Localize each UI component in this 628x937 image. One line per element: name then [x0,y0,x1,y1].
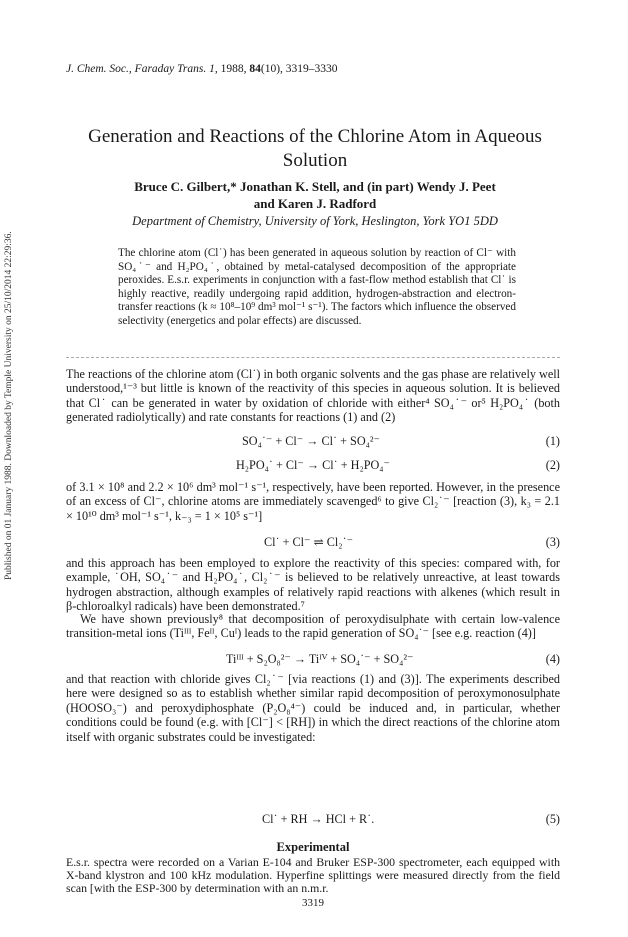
equation-expression: H₂PO₄˙ + Cl⁻ → Cl˙ + H₂PO₄⁻ [236,458,390,472]
citation-year: 1988, [220,63,247,75]
equation-expression: Tiᴵᴵᴵ + S₂O₈²⁻ → Tiᴵⱽ + SO₄˙⁻ + SO₄²⁻ [226,652,414,666]
equation-3 [66,535,560,551]
body-paragraph-6: E.s.r. spectra were recorded on a Varian E-104 and Bruker ESP-300 spectrometer, each equipped with X-band klystron and 100 kHz modulation. Hyperfine splittings were measured directly from the field scan [with the ESP-300 by determination with an n.m.r. [66,855,560,896]
citation-journal: J. Chem. Soc., Faraday Trans. 1, [66,63,218,75]
equation-number: (5) [545,812,560,826]
body-paragraph-4: We have shown previously⁸ that decomposition of peroxydisulphate with certain low-valence transition-metal ions (Tiᴵᴵᴵ, Feᴵᴵ, Cuᴵ) leads to the rapid generation of SO₄˙⁻ [see e.g. reaction (4)] [66,612,560,641]
equation-number: (4) [545,652,560,666]
paper-title: Generation and Reactions of the Chlorine Atom in Aqueous Solution [88,126,542,171]
author-line-2: and Karen J. Radford [253,196,377,211]
citation-volume: 84 [249,63,261,75]
author-line-1: Bruce C. Gilbert,* Jonathan K. Stell, and (in part) Wendy J. Peet [134,179,496,194]
journal-citation [66,63,338,75]
equation-number: (3) [545,535,560,549]
body-paragraph-3: and this approach has been employed to explore the reactivity of this species: compared with, for example, ˙OH, SO₄˙⁻ and H₂PO₄˙, Cl₂˙⁻ is believed to be relatively unreactive, at least towards hydrogen abstraction, although examples of relatively rapid reactions with alkenes (which result in β-chloroalkyl radicals) have been demonstrated.⁷ [66,556,560,614]
equation-4 [66,652,560,668]
equation-expression: SO₄˙⁻ + Cl⁻ → Cl˙ + SO₄²⁻ [242,434,380,448]
body-paragraph-5: and that reaction with chloride gives Cl₂˙⁻ [via reactions (1) and (3)]. The experiments described here were designed so as to establish whether similar rapid decomposition of peroxymonosulphate (HOOSO₃⁻) and peroxydiphosphate (P₂O₈⁴⁻) could be induced and, in particular, whether conditions could be found (e.g. with [Cl⁻] < [RH]) in which the direct reactions of the chlorine atom itself with organic substrates could be investigated: [66,672,560,744]
affiliation: Department of Chemistry, University of York, Heslington, York YO1 5DD [132,214,498,228]
abstract: The chlorine atom (Cl˙) has been generated in aqueous solution by reaction of Cl⁻ with SO₄˙⁻ and H₂PO₄˙, obtained by metal-catalysed decomposition of the appropriate peroxides. E.s.r. experiments in conjunction with a fast-flow method establish that Cl˙ is highly reactive, readily undergoing rapid addition, hydrogen-abstraction and electron-transfer reactions (k ≈ 10⁸–10⁹ dm³ mol⁻¹ s⁻¹). The factors which influence the observed selectivity (energetics and polar effects) are discussed. [118,247,516,327]
section-heading-experimental: Experimental [276,840,350,854]
equation-1 [66,434,560,450]
download-notice: Published on 01 January 1988. Downloaded by Temple University on 25/10/2014 22:29:36. [4,231,14,580]
citation-issue-pages: (10), 3319–3330 [260,63,338,75]
page-number: 3319 [302,897,324,909]
author-list [60,178,570,212]
equation-expression: Cl˙ + RH → HCl + R˙. [262,812,375,826]
equation-number: (1) [545,434,560,448]
equation-5 [66,812,560,828]
abstract-divider [66,357,560,358]
body-paragraph-1: The reactions of the chlorine atom (Cl˙) in both organic solvents and the gas phase are relatively well understood,¹⁻³ but little is known of the reactivity of this species in aqueous solution. It is believed that Cl˙ can be generated in water by oxidation of chloride with either⁴ SO₄˙⁻ or⁵ H₂PO₄˙ (both generated radiolytically) and rate constants for reactions (1) and (2) [66,367,560,425]
body-paragraph-2: of 3.1 × 10⁸ and 2.2 × 10⁶ dm³ mol⁻¹ s⁻¹, respectively, have been reported. However, in the presence of an excess of Cl⁻, chlorine atoms are immediately scavenged⁶ to give Cl₂˙⁻ [reaction (3), k₃ = 2.1 × 10¹⁰ dm³ mol⁻¹ s⁻¹, k₋₃ = 1 × 10⁵ s⁻¹] [66,480,560,523]
equation-number: (2) [545,458,560,472]
equation-expression: Cl˙ + Cl⁻ ⇌ Cl₂˙⁻ [264,535,354,549]
equation-2 [66,458,560,474]
